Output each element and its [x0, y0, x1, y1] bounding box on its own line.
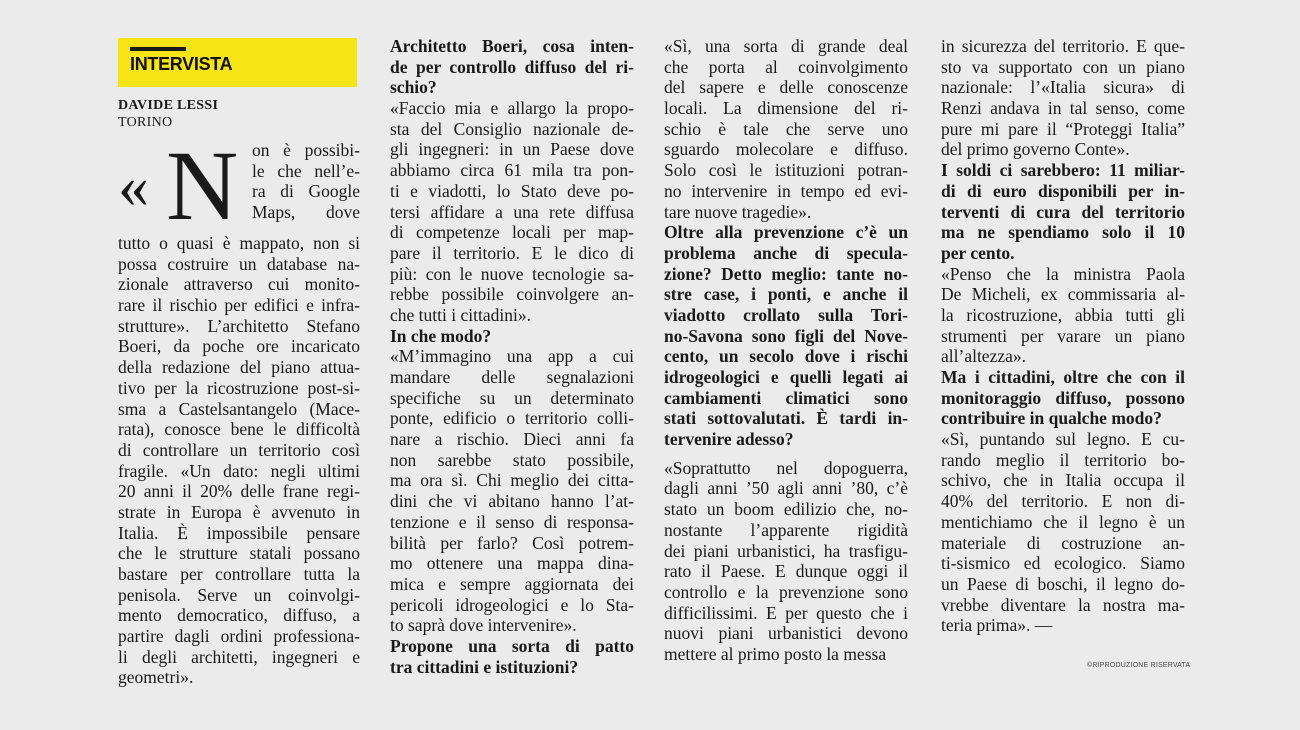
text-line: «M’immagino una app a cui — [390, 346, 634, 367]
text-line: difficilissimi. E per questo che i — [664, 602, 908, 623]
text-line: rato il Paese. E dunque oggi il — [664, 561, 908, 582]
text-line: ma ora sì. Chi meglio dei citta- — [390, 470, 634, 491]
text-line: De Micheli, ex commissaria al- — [941, 284, 1185, 305]
text-line: in sicurezza del territorio. E que- — [941, 36, 1185, 56]
text-line: zionale attraverso cui monito- — [118, 274, 360, 295]
text-line: di competenze locali per map- — [390, 222, 634, 243]
drop-line: le che nell’e- — [252, 160, 360, 181]
text-line: gli ingegneri: in un Paese dove — [390, 139, 634, 160]
text-line: no-Savona sono figli del Nove- — [664, 325, 908, 346]
text-line: tutto o quasi è mappato, non si — [118, 233, 360, 253]
text-line: la ricostruzione, abbia tutti gli — [941, 304, 1185, 325]
text-line: pare il territorio. E le dico di — [390, 242, 634, 263]
text-line: sma a Castelsantangelo (Mace- — [118, 398, 360, 419]
text-line: tare nuove tragedie». — [664, 201, 812, 222]
text-line: no intervenire in tempo ed evi- — [664, 180, 908, 201]
text-line: «Faccio mia e allargo la propo- — [390, 98, 634, 119]
text-line: mentichiamo che il legno è un — [941, 511, 1185, 532]
text-line: per cento. — [941, 242, 1015, 263]
dateline-location: TORINO — [118, 115, 173, 130]
text-line: rebbe possibile coinvolgere an- — [390, 284, 634, 305]
column-3 — [664, 36, 908, 665]
text-line: dagli anni ’50 agli anni ’80, c’è — [664, 478, 908, 499]
text-line: sto va supportato con un piano — [941, 56, 1185, 77]
column-4 — [941, 36, 1185, 636]
text-line: zione? Detto meglio: tante no- — [664, 263, 908, 284]
answer-1 — [390, 98, 634, 326]
text-line: Architetto Boeri, cosa inten- — [390, 36, 634, 56]
text-line: contribuire in qualche modo? — [941, 408, 1162, 429]
text-line: schivo, che in Italia occupa il — [941, 470, 1185, 491]
question-5 — [941, 160, 1185, 263]
text-line: che porta al coinvolgimento — [664, 56, 908, 77]
text-line: tenzione e il senso di responsa- — [390, 511, 634, 532]
text-line: nuovi piani urbanistici devono — [664, 623, 908, 644]
text-line: strate in Europa è avvenuto in — [118, 501, 360, 522]
text-line: stato un boom edilizio che, no- — [664, 499, 908, 520]
author-name: DAVIDE LESSI — [118, 98, 219, 113]
drop-line: on è possibi- — [252, 140, 360, 160]
text-line: to saprà dove intervenire». — [390, 615, 577, 636]
text-line: stati sottovalutati. È tardi in- — [664, 408, 908, 429]
text-line: cento, un secolo dove i rischi — [664, 346, 908, 367]
text-line: partire dagli ordini professiona- — [118, 626, 360, 647]
text-line: della redazione del piano attua- — [118, 357, 360, 378]
text-line: tersi affidare a una rete diffusa — [390, 201, 634, 222]
text-line: materiale di costruzione an- — [941, 532, 1185, 553]
question-3 — [390, 636, 634, 677]
text-line: che tutti i cittadini». — [390, 304, 531, 325]
text-line: nare a rischio. Dieci anni fa — [390, 429, 634, 450]
text-line: Renzi andava in tal senso, come — [941, 98, 1185, 119]
text-line: Italia. È impossibile pensare — [118, 522, 360, 543]
text-line: bastare per controllare tutta la — [118, 564, 360, 584]
text-line: «Sì, puntando sul legno. E cu- — [941, 429, 1185, 450]
text-line: schio? — [390, 77, 437, 98]
text-line: nazionale: l’«Italia sicura» di — [941, 77, 1185, 98]
text-line: del primo governo Conte». — [941, 139, 1130, 160]
text-line: tra cittadini e istituzioni? — [390, 656, 579, 677]
text-line: ti e viadotti, lo Stato deve po- — [390, 180, 634, 201]
text-line: Ma i cittadini, oltre che con il — [941, 367, 1185, 387]
text-line: ma ne spendiamo solo il 10 — [941, 222, 1185, 243]
text-line: schio è tale che serve uno — [664, 118, 908, 139]
text-line: mica e sempre aggiornata dei — [390, 573, 634, 594]
text-line: del sapere e delle conoscenze — [664, 77, 908, 98]
text-line: abbiamo circa 61 mila tra pon- — [390, 160, 634, 181]
copyright-notice: ©RIPRODUZIONE RISERVATA — [1087, 662, 1191, 669]
text-line: problema anche di specula- — [664, 242, 908, 263]
text-line: locali. La dimensione del ri- — [664, 98, 908, 119]
answer-2 — [390, 346, 634, 636]
text-line: più: con le nuove tecnologie sa- — [390, 263, 634, 284]
question-4 — [664, 222, 908, 450]
column-1 — [118, 130, 360, 688]
text-line: 40% del territorio. E non di- — [941, 491, 1185, 512]
text-line: terventi di cura del territorio — [941, 201, 1185, 222]
answer-3 — [664, 36, 908, 222]
text-line: tervenire adesso? — [664, 429, 794, 450]
drop-line: Maps, dove — [252, 202, 360, 223]
text-line: mandare delle segnalazioni — [390, 367, 634, 387]
text-line: idrogeologici e quelli legati ai — [664, 367, 908, 387]
text-line: sguardo molecolare e diffuso. — [664, 139, 908, 160]
text-line: di controllare un territorio così — [118, 439, 360, 460]
text-line: pure mi pare il “Proteggi Italia” — [941, 118, 1185, 139]
text-line: teria prima». — — [941, 615, 1053, 636]
text-line: dei piani urbanistici, ha trasfigu- — [664, 540, 908, 561]
text-line: strutture». L’architetto Stefano — [118, 315, 360, 336]
text-line: 20 anni il 20% delle frane regi- — [118, 481, 360, 502]
text-line: rare il rischio per edifici e infra- — [118, 295, 360, 316]
text-line: «Soprattutto nel dopoguerra, — [664, 457, 908, 478]
text-line: un Paese di boschi, il legno do- — [941, 573, 1185, 594]
text-line: sta del Consiglio nazionale de- — [390, 118, 634, 139]
text-line: mento democratico, diffuso, a — [118, 605, 360, 626]
text-line: strumenti per varare un piano — [941, 325, 1185, 346]
text-line: ti-sismico ed ecologico. Siamo — [941, 553, 1185, 574]
question-6 — [941, 367, 1185, 429]
text-line: viadotto crollato sulla Tori- — [664, 304, 908, 325]
text-line: geometri». — [118, 667, 194, 688]
text-line: che le strutture statali possano — [118, 543, 360, 564]
drop-cap-letter: N — [166, 130, 239, 241]
text-line: monitoraggio diffuso, possono — [941, 387, 1185, 408]
text-line: specifiche su un determinato — [390, 387, 634, 408]
text-line: controllo e la prevenzione sono — [664, 581, 908, 602]
text-line: mo ottenere una mappa dina- — [390, 553, 634, 574]
text-line: dini che vi abitano hanno l’at- — [390, 491, 634, 512]
text-line: fragile. «Un dato: negli ultimi — [118, 460, 360, 481]
text-line: I soldi ci sarebbero: 11 miliar- — [941, 160, 1185, 181]
answer-4-continued — [941, 36, 1185, 160]
text-line: de per controllo diffuso del ri- — [390, 56, 634, 77]
text-line: rando meglio il territorio bo- — [941, 449, 1185, 470]
answer-4 — [664, 458, 908, 665]
text-line: tivo per la ricostruzione post-si- — [118, 377, 360, 398]
text-line: Boeri, da poche ore incaricato — [118, 336, 360, 357]
text-line: non sarebbe stato possibile, — [390, 449, 634, 470]
answer-5 — [941, 264, 1185, 367]
question-1 — [390, 36, 634, 98]
text-line: stre case, i ponti, e anche il — [664, 284, 908, 305]
text-line: cambiamenti climatici sono — [664, 387, 908, 408]
text-line: all’altezza». — [941, 346, 1027, 367]
drop-line: ra di Google — [252, 181, 360, 202]
badge-rule — [130, 47, 186, 51]
text-line: mettere al primo posto la messa — [664, 643, 887, 664]
text-line: Oltre alla prevenzione c’è un — [664, 222, 908, 243]
text-line: possa costruire un database na- — [118, 253, 360, 274]
intro-dropcap-block — [118, 130, 360, 241]
question-2 — [390, 326, 634, 347]
text-line: nostante l’apparente rigidità — [664, 519, 908, 540]
text-line: bilità per farlo? Così potrem- — [390, 532, 634, 553]
answer-6 — [941, 429, 1185, 636]
text-line: «Sì, una sorta di grande deal — [664, 36, 908, 56]
text-line: penisola. Serve un coinvolgi- — [118, 584, 360, 605]
text-line: li degli architetti, ingegneri e — [118, 646, 360, 667]
text-line: In che modo? — [390, 325, 492, 346]
section-badge — [118, 38, 357, 87]
text-line: Propone una sorta di patto — [390, 635, 634, 656]
text-line: pericoli idrogeologici e lo Sta- — [390, 594, 634, 615]
opening-guillemet: « — [118, 153, 141, 221]
text-line: di di euro disponibili per in- — [941, 180, 1185, 201]
intro-paragraph — [118, 233, 360, 688]
text-line: ponte, edificio o territorio colli- — [390, 408, 634, 429]
text-line: vrebbe diventare la nostra ma- — [941, 594, 1185, 615]
text-line: «Penso che la ministra Paola — [941, 263, 1185, 284]
text-line: rata), conosce bene le difficoltà — [118, 419, 360, 440]
text-line: Solo così le istituzioni potran- — [664, 160, 908, 181]
column-2 — [390, 36, 634, 677]
section-label: INTERVISTA — [130, 54, 233, 74]
